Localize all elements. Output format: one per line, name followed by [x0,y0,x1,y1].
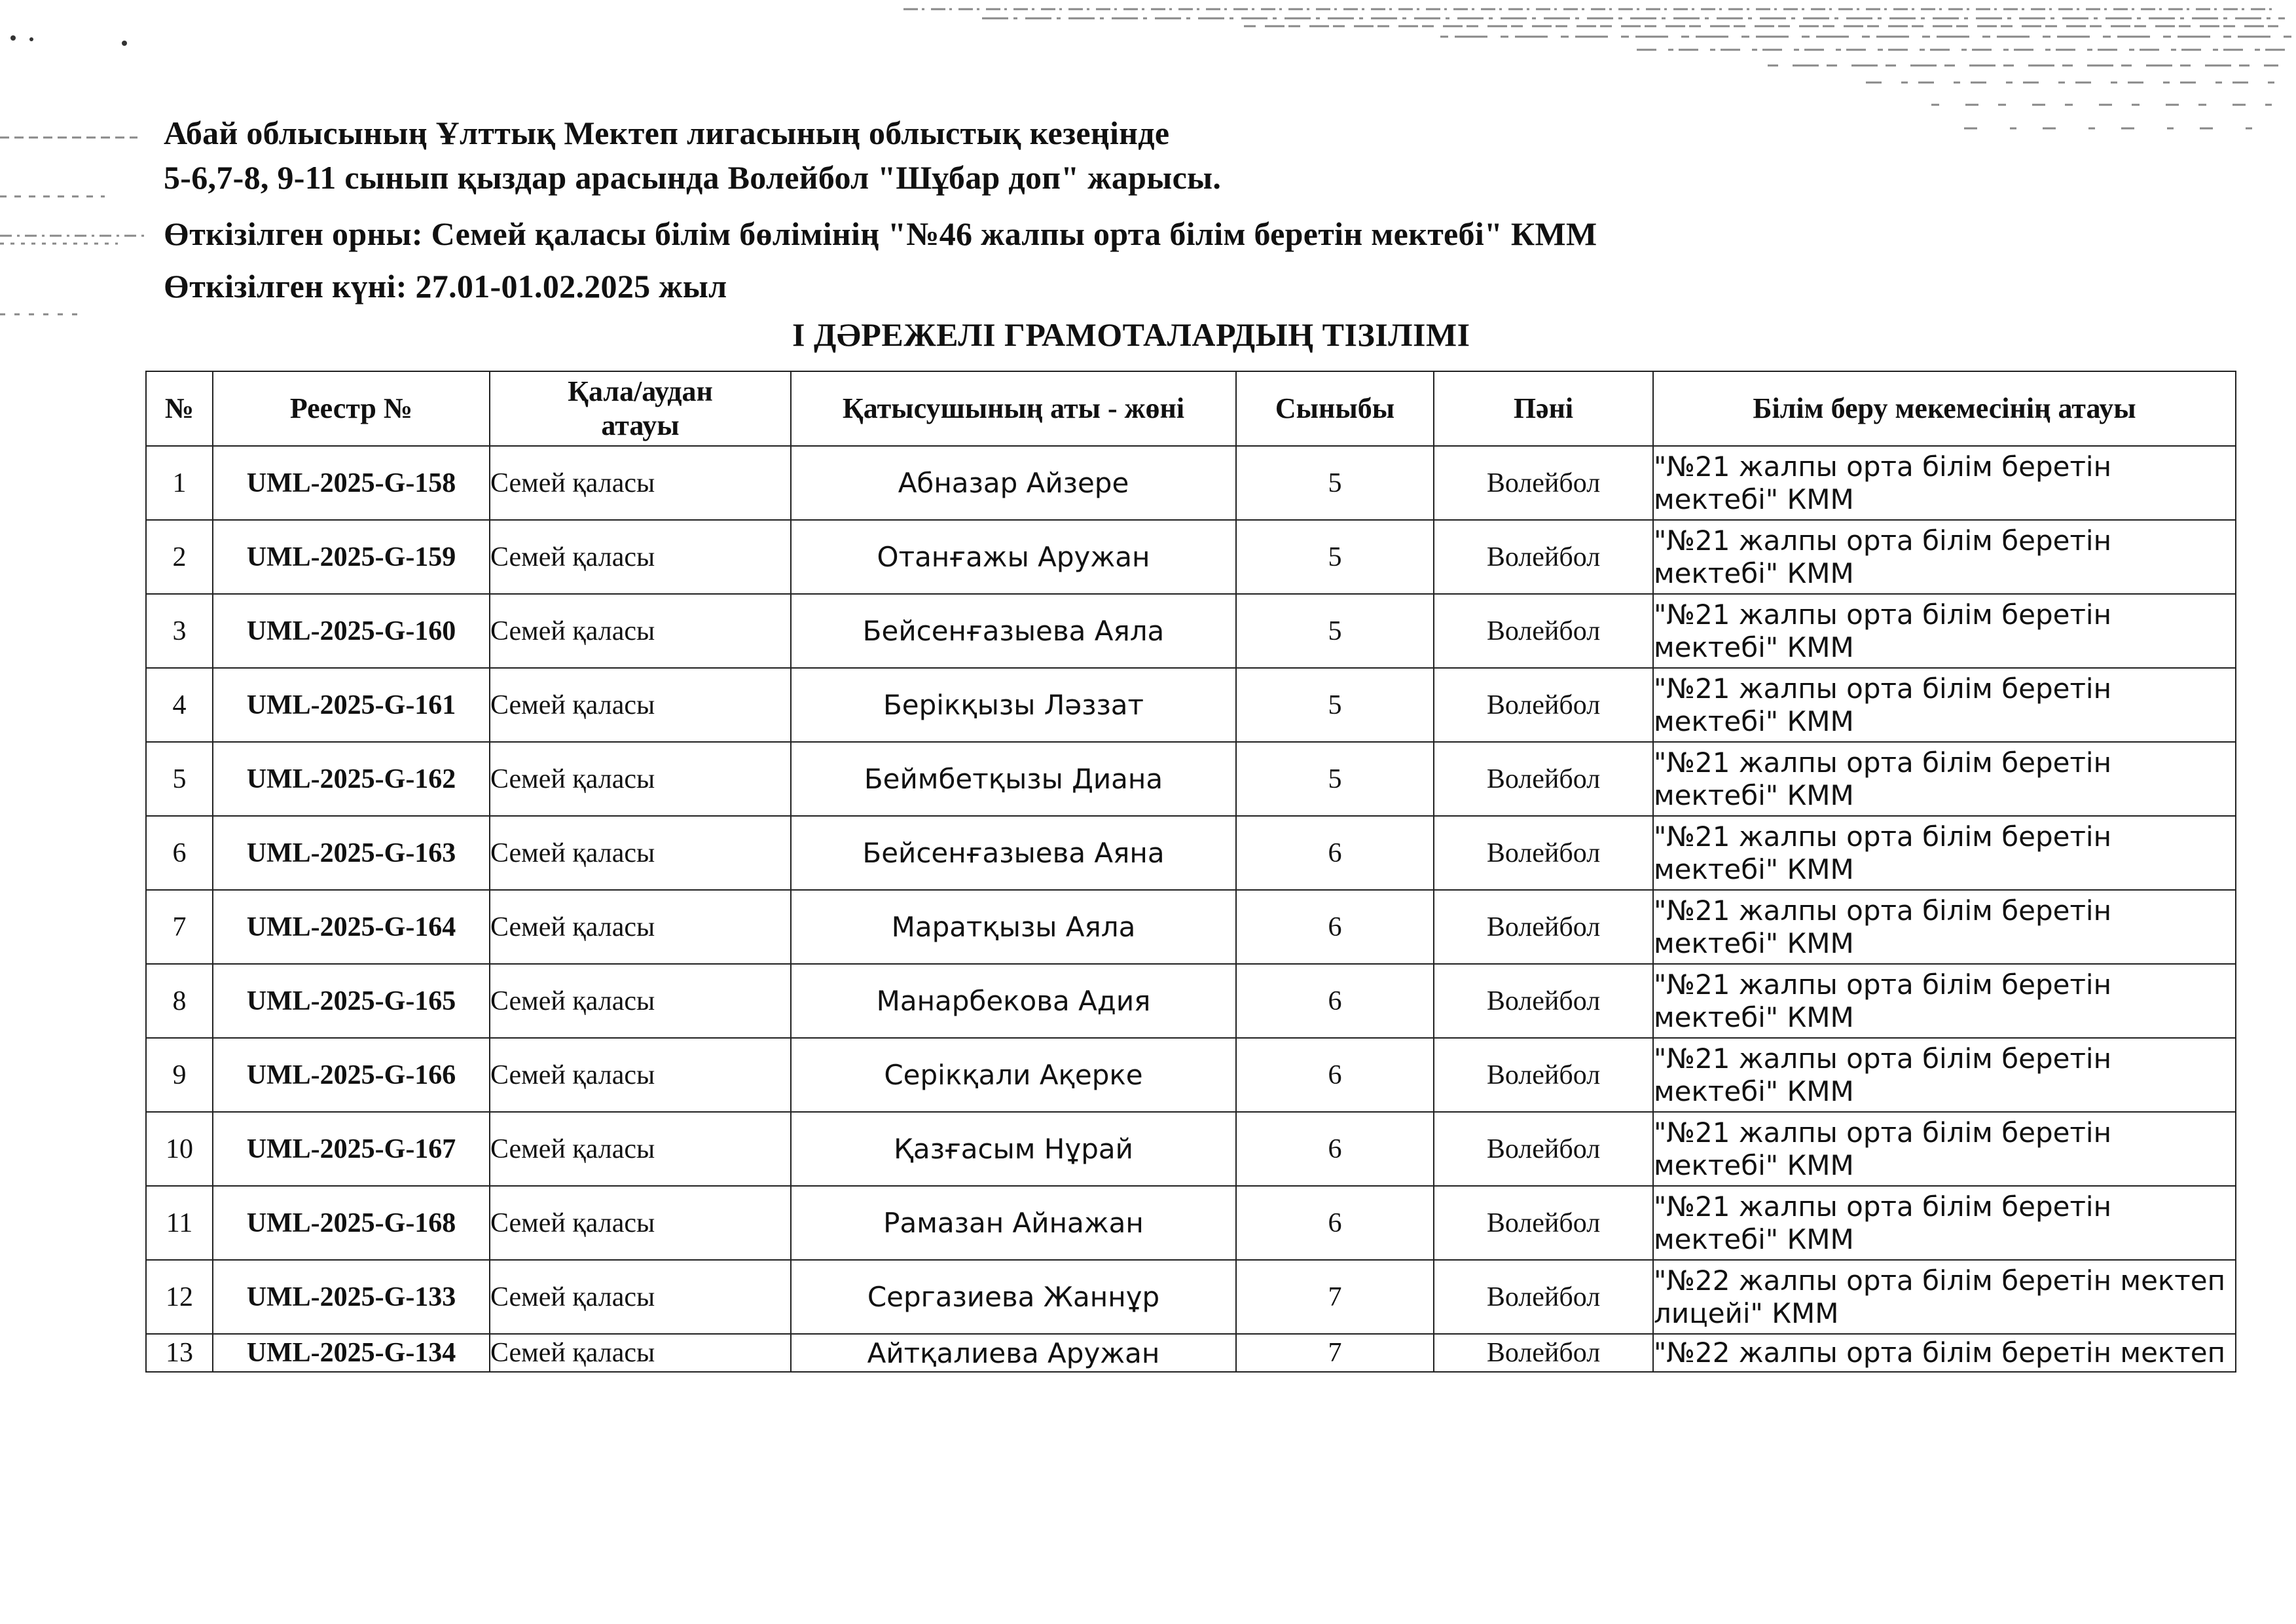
subject: Волейбол [1434,964,1653,1038]
participant-name: Маратқызы Аяла [791,890,1236,964]
row-number: 13 [146,1334,213,1372]
grade: 6 [1236,890,1434,964]
row-number: 9 [146,1038,213,1112]
school-name: "№21 жалпы орта білім беретін мектебі" КММ [1653,520,2236,594]
row-number: 1 [146,446,213,520]
registry-number: UML-2025-G-134 [213,1334,490,1372]
school-name: "№21 жалпы орта білім беретін мектебі" КММ [1653,816,2236,890]
school-name: "№21 жалпы орта білім беретін мектебі" КММ [1653,964,2236,1038]
registry-table [145,371,2236,1373]
registry-number: UML-2025-G-162 [213,742,490,816]
school-name: "№21 жалпы орта білім беретін мектебі" КММ [1653,890,2236,964]
city-name: Семей қаласы [490,1038,791,1112]
subject: Волейбол [1434,1112,1653,1186]
list-title: I ДӘРЕЖЕЛІ ГРАМОТАЛАРДЫҢ ТІЗІЛІМІ [792,316,1470,353]
row-number: 2 [146,520,213,594]
row-number: 12 [146,1260,213,1334]
participant-name: Айтқалиева Аружан [791,1334,1236,1372]
school-name: "№22 жалпы орта білім беретін мектеп лицейі" КММ [1653,1260,2236,1334]
school-name: "№21 жалпы орта білім беретін мектебі" КММ [1653,742,2236,816]
registry-number: UML-2025-G-167 [213,1112,490,1186]
column-header-participant: Қатысушының аты - жөні [791,371,1236,446]
participant-name: Беймбетқызы Диана [791,742,1236,816]
participant-name: Манарбекова Адия [791,964,1236,1038]
header-line-venue: Өткізілген орны: Семей қаласы білім бөлімінің "№46 жалпы орта білім беретін мектебі" КММ [164,215,1597,252]
table-row [146,668,2236,742]
city-name: Семей қаласы [490,594,791,668]
subject: Волейбол [1434,1038,1653,1112]
city-name: Семей қаласы [490,964,791,1038]
table-row [146,1112,2236,1186]
subject: Волейбол [1434,1186,1653,1260]
city-name: Семей қаласы [490,446,791,520]
row-number: 8 [146,964,213,1038]
grade: 7 [1236,1260,1434,1334]
column-header-grade: Сыныбы [1236,371,1434,446]
school-name: "№22 жалпы орта білім беретін мектеп [1653,1334,2236,1372]
table-row [146,594,2236,668]
header-line-competition: 5-6,7-8, 9-11 сынып қыздар арасында Волейбол "Шұбар доп" жарысы. [164,159,1222,196]
row-number: 11 [146,1186,213,1260]
subject: Волейбол [1434,1260,1653,1334]
city-name: Семей қаласы [490,668,791,742]
row-number: 10 [146,1112,213,1186]
column-header-no: № [146,371,213,446]
row-number: 7 [146,890,213,964]
participant-name: Отанғажы Аружан [791,520,1236,594]
table-row [146,1334,2236,1372]
grade: 7 [1236,1334,1434,1372]
row-number: 3 [146,594,213,668]
city-name: Семей қаласы [490,1112,791,1186]
column-header-school: Білім беру мекемесінің атауы [1653,371,2236,446]
registry-number: UML-2025-G-163 [213,816,490,890]
subject: Волейбол [1434,816,1653,890]
registry-number: UML-2025-G-158 [213,446,490,520]
participant-name: Рамазан Айнажан [791,1186,1236,1260]
grade: 6 [1236,1038,1434,1112]
grade: 5 [1236,594,1434,668]
table-row [146,520,2236,594]
participant-name: Сергазиева Жаннұр [791,1260,1236,1334]
subject: Волейбол [1434,890,1653,964]
subject: Волейбол [1434,446,1653,520]
school-name: "№21 жалпы орта білім беретін мектебі" КММ [1653,446,2236,520]
table-row [146,1260,2236,1334]
registry-number: UML-2025-G-160 [213,594,490,668]
grade: 6 [1236,816,1434,890]
city-name: Семей қаласы [490,1334,791,1372]
table-row [146,964,2236,1038]
school-name: "№21 жалпы орта білім беретін мектебі" КММ [1653,594,2236,668]
registry-number: UML-2025-G-165 [213,964,490,1038]
subject: Волейбол [1434,668,1653,742]
column-header-subject: Пәні [1434,371,1653,446]
city-name: Семей қаласы [490,1186,791,1260]
registry-number: UML-2025-G-166 [213,1038,490,1112]
table-header-row [146,371,2236,446]
subject: Волейбол [1434,520,1653,594]
column-header-registry: Реестр № [213,371,490,446]
grade: 5 [1236,668,1434,742]
participant-name: Берікқызы Ләззат [791,668,1236,742]
table-row [146,742,2236,816]
school-name: "№21 жалпы орта білім беретін мектебі" КММ [1653,668,2236,742]
table-row [146,1038,2236,1112]
row-number: 5 [146,742,213,816]
city-name: Семей қаласы [490,890,791,964]
row-number: 4 [146,668,213,742]
grade: 5 [1236,742,1434,816]
row-number: 6 [146,816,213,890]
school-name: "№21 жалпы орта білім беретін мектебі" КММ [1653,1112,2236,1186]
registry-number: UML-2025-G-161 [213,668,490,742]
subject: Волейбол [1434,742,1653,816]
document-header [164,111,1597,308]
city-name: Семей қаласы [490,816,791,890]
header-line-title: Абай облысының Ұлттық Мектеп лигасының облыстық кезеңінде [164,115,1170,151]
subject: Волейбол [1434,594,1653,668]
participant-name: Қазғасым Нұрай [791,1112,1236,1186]
participant-name: Серікқали Ақерке [791,1038,1236,1112]
grade: 5 [1236,520,1434,594]
table-row [146,816,2236,890]
city-name: Семей қаласы [490,520,791,594]
participant-name: Бейсенғазыева Аяла [791,594,1236,668]
city-name: Семей қаласы [490,742,791,816]
column-header-city: Қала/аудан атауы [490,371,791,446]
participant-name: Абназар Айзере [791,446,1236,520]
table-row [146,446,2236,520]
participant-name: Бейсенғазыева Аяна [791,816,1236,890]
registry-number: UML-2025-G-164 [213,890,490,964]
school-name: "№21 жалпы орта білім беретін мектебі" КММ [1653,1038,2236,1112]
header-line-date: Өткізілген күні: 27.01-01.02.2025 жыл [164,268,727,304]
grade: 6 [1236,1186,1434,1260]
registry-number: UML-2025-G-133 [213,1260,490,1334]
grade: 6 [1236,1112,1434,1186]
table-row [146,890,2236,964]
registry-number: UML-2025-G-159 [213,520,490,594]
table-row [146,1186,2236,1260]
city-name: Семей қаласы [490,1260,791,1334]
grade: 6 [1236,964,1434,1038]
school-name: "№21 жалпы орта білім беретін мектебі" КММ [1653,1186,2236,1260]
registry-number: UML-2025-G-168 [213,1186,490,1260]
subject: Волейбол [1434,1334,1653,1372]
grade: 5 [1236,446,1434,520]
